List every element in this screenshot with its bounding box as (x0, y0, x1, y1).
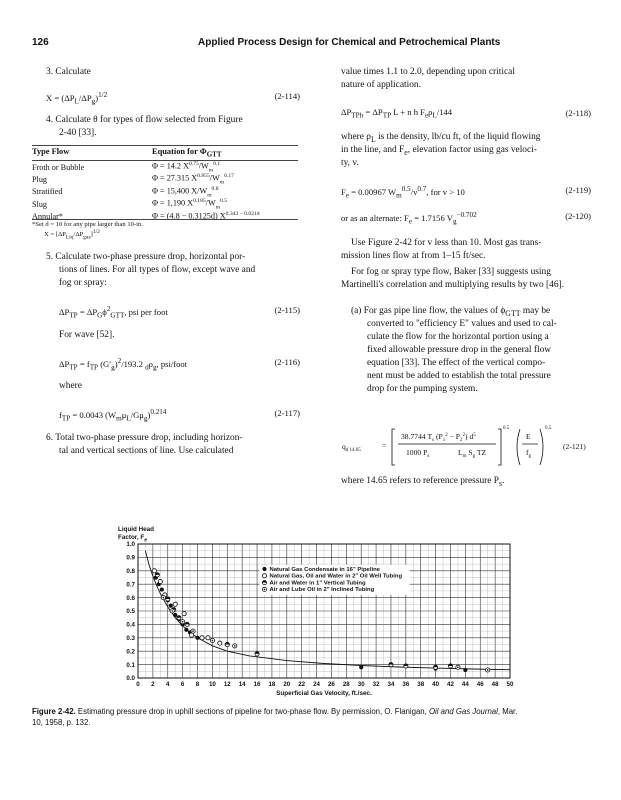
chart-y-axis-title: Liquid Head Factor, $F_e$ (118, 526, 155, 543)
eq121-numerator: 38.7744 $T_s$ $(P_1^2 - P_2^2)$ $d^5$ (401, 432, 476, 443)
equation-cell: Φ = 14.2 $X^{0.75}/W_m^{0.1}$ (152, 161, 221, 174)
x-tick-label: 18 (268, 681, 276, 688)
equation-2-116: $\Delta P_{TP} = f_{TP}$ $(G'_g)^2/193.2$ $_d\rho_g$, psi/foot (59, 357, 188, 372)
data-point (158, 579, 162, 583)
data-point (359, 665, 363, 669)
table-bottom-rule (32, 219, 298, 220)
equation-cell: Φ = (4.8 − 0.3125d) $X^{0.343 - 0.021d}$ (152, 210, 260, 221)
y-tick-label: 0.4 (126, 621, 135, 629)
equation-2-117: $f_{TP} = 0.0043$ $(W_m\mu_L/G\mu_g)^{0.214}$ (59, 408, 167, 423)
x-tick-label: 20 (283, 681, 291, 688)
table-row (32, 186, 260, 198)
equation-cell: Φ = 15,400 $X/W_m^{0.8}$ (152, 185, 219, 199)
flow-type-cell: Stratified (32, 187, 63, 197)
equation-number-2-117: (2-117) (274, 408, 300, 418)
right-pa-line3: culate the flow for the horizontal portion using a (367, 332, 549, 342)
eq121-lhs: $q_{d 14.65}$ (342, 442, 361, 453)
flow-type-cell: Slug (32, 199, 48, 209)
eq121-denominator-1: 1000 $P_s$ (406, 448, 430, 459)
equation-2-115: $\Delta P_{TP} = \Delta P_G\phi^2_{GTT}$, psi per foot (59, 305, 168, 320)
step-4-line2: 2-40 [33]. (59, 128, 97, 138)
table-row (32, 161, 260, 173)
x-axis-label: Superficial Gas Velocity, ft./sec. (276, 690, 372, 697)
y-tick-label: 0.7 (126, 581, 135, 589)
right-p1-line1: value times 1.1 to 2.0, depending upon critical (341, 67, 515, 77)
x-tick-label: 12 (223, 681, 231, 688)
data-point (152, 569, 156, 573)
right-p3-line1: Use Figure 2-42 for v less than 10. Most gas trans- (351, 238, 542, 248)
x-tick-label: 16 (253, 681, 261, 688)
equation-number-2-119: (2-119) (565, 185, 591, 195)
x-tick-label: 30 (357, 681, 365, 688)
x-tick-label: 36 (402, 681, 410, 688)
x-tick-label: 22 (298, 681, 306, 688)
data-point-center (171, 610, 173, 612)
data-point-center (487, 669, 489, 671)
eq121-e-numerator: E (526, 432, 531, 441)
step-3-text: 3. Calculate (46, 67, 91, 77)
equation-number-2-116: (2-116) (274, 357, 300, 367)
x-tick-label: 42 (447, 681, 454, 688)
x-tick-label: 6 (180, 681, 185, 688)
equation-2-118: $\Delta P_{TPh} = \Delta P_{TP}$ L + n h $F_e\rho_L/144$ (341, 107, 453, 120)
data-point (182, 612, 186, 616)
legend-marker (262, 574, 266, 578)
equation-number-2-118: (2-118) (565, 108, 591, 118)
x-tick-label: 46 (476, 681, 484, 688)
legend-marker-center (264, 589, 266, 591)
y-tick-label: 0.2 (126, 648, 135, 656)
step-5-line1: 5. Calculate two-phase pressure drop, horizontal por- (46, 252, 246, 262)
right-pa-line4: fixed allowable pressure drop in the general flow (367, 345, 552, 355)
eq121-denominator-2: $L_m$ $S_g$ TZ (458, 448, 487, 459)
flow-type-cell: Plug (32, 175, 48, 185)
data-point (463, 668, 467, 672)
equation-number-2-120: (2-120) (565, 211, 591, 221)
y-tick-label: 1.0 (126, 541, 135, 549)
legend-label: Natural Gas Condensate in 16" Pipeline (269, 566, 380, 573)
flow-type-table (32, 161, 300, 223)
equation-2-121 (340, 423, 610, 469)
flow-type-cell: Froth or Bubble (32, 162, 85, 172)
table-row (32, 198, 260, 210)
y-tick-label: 0.6 (126, 594, 135, 602)
equation-number-2-115: (2-115) (274, 305, 300, 315)
step-5-line2: tions of lines. For all types of flow, except wave and (59, 265, 256, 275)
equation-number-2-121: (2-121) (563, 442, 586, 451)
right-p4-line1: For fog or spray type flow, Baker [33] suggests using (351, 267, 551, 277)
eq121-exponent-1: 0.5 (503, 426, 510, 431)
x-tick-label: 40 (432, 681, 440, 688)
right-p4-line2: Martinelli's correlation and multiplying results by two [46]. (341, 280, 565, 290)
x-tick-label: 38 (417, 681, 425, 688)
where-text: where (59, 381, 82, 391)
step-4-line1: 4. Calculate θ for types of flow selected from Figure (46, 115, 243, 125)
data-point-center (192, 630, 194, 632)
x-tick-label: 34 (387, 681, 395, 688)
y-tick-label: 0.3 (126, 635, 135, 642)
eq121-right-bracket (498, 429, 501, 465)
data-point (173, 602, 177, 606)
data-point (184, 628, 188, 632)
table-footnote-1: *Set d = 10 for any pipe larger than 10-in. (32, 221, 143, 228)
data-point-center (234, 645, 236, 647)
x-tick-label: 24 (313, 681, 321, 688)
right-p2-line1: where $\rho_L$ is the density, lb/cu ft, of the liquid flowing (341, 132, 541, 144)
equation-2-114: $X = (\Delta P_L/\Delta P_g)^{1/2}$ (46, 91, 108, 106)
y-tick-label: 0.8 (126, 568, 135, 575)
x-tick-label: 48 (491, 681, 499, 688)
step-5-line3: fog or spray: (59, 278, 107, 288)
equation-2-120: or as an alternate: $F_e = 1.7156$ $V_g^{-0.702}$ (341, 211, 477, 226)
x-tick-label: 8 (195, 681, 200, 688)
data-point (200, 636, 204, 640)
data-point-center (162, 597, 164, 599)
data-point (206, 636, 210, 640)
x-tick-label: 44 (461, 681, 469, 688)
running-title: Applied Process Design for Chemical and Petrochemical Plants (198, 37, 501, 48)
data-point-center (212, 640, 214, 642)
table-footnote-2: $X = [\Delta P_{Liq}/\Delta P_{gas}]^{1/2}$ (44, 229, 100, 241)
eq121-left-bracket (392, 429, 395, 465)
data-point (160, 587, 164, 591)
right-p5: where 14.65 refers to reference pressure $P_s$. (341, 476, 505, 488)
figure-2-42-chart (100, 536, 540, 698)
equation-2-119: $F_e = 0.00967$ $W_m^{0.5}/v^{0.7}$, for v > 10 (341, 185, 465, 200)
data-point (189, 633, 193, 637)
page-number: 126 (32, 37, 49, 48)
eq121-exponent-2: 0.5 (545, 426, 552, 431)
equation-cell: Φ = 1,190 $X^{0.185}/W_m^{0.5}$ (152, 198, 228, 211)
data-point-center (182, 621, 184, 623)
x-tick-label: 32 (372, 681, 380, 688)
data-point (173, 613, 177, 617)
flow-type-cell: Annular* (32, 212, 63, 222)
y-tick-label: 0.0 (126, 675, 135, 683)
table-header-equation: Equation for $\Phi_{GTT}$ (152, 147, 222, 159)
figure-caption: Figure 2-42. Estimating pressure drop in uphill sections of pipeline for two-phase flow. By permission, O. Flanigan, Oil and Gas Journal, Mar. 10, 1958, p. 132. (32, 707, 518, 727)
step-6-line2: tal and vertical sections of line. Use calculated (59, 446, 234, 456)
right-pa-line7: drop for the pumping system. (367, 384, 478, 394)
table-header-type-flow: Type Flow (32, 147, 70, 156)
eq121-left-paren (517, 429, 520, 465)
x-tick-label: 10 (208, 681, 216, 688)
x-tick-label: 2 (151, 681, 155, 688)
x-tick-label: 4 (166, 681, 170, 688)
table-row (32, 173, 260, 185)
eq121-e-denominator: $f_g$ (526, 448, 532, 459)
eq121-right-paren (540, 429, 543, 465)
legend-label: Air and Water in 1" Vertical Tubing (269, 580, 366, 587)
eq121-equals: = (382, 441, 387, 450)
legend-label: Natural Gas, Oil and Water in 2" Oil Well Tubing (269, 573, 403, 580)
data-point-center (457, 666, 459, 668)
x-tick-label: 0 (136, 681, 140, 688)
y-tick-label: 0.5 (126, 608, 135, 616)
right-pa-line5: equation [33]. The effect of the vertical compo- (367, 358, 546, 368)
x-tick-label: 50 (506, 681, 514, 688)
y-tick-label: 0.1 (126, 661, 135, 669)
right-pa-line2: converted to "efficiency E" values and used to cal- (367, 319, 557, 329)
equation-number-2-114: (2-114) (274, 91, 300, 101)
right-pa-line1: (a) For gas pipe line flow, the values of $\phi_{GTT}$ may be (351, 306, 551, 318)
data-point (169, 604, 173, 608)
table-top-rule (32, 145, 298, 146)
x-tick-label: 28 (342, 681, 350, 688)
legend-label: Air and Lube Oil in 2" Inclined Tubing (269, 587, 375, 594)
right-p2-line2: in the line, and $F_e$, elevation factor using gas veloci- (341, 145, 537, 157)
right-p2-line3: ty, v. (341, 158, 359, 168)
right-p1-line2: nature of application. (341, 80, 421, 90)
x-tick-label: 14 (238, 681, 246, 688)
legend-marker (262, 567, 266, 571)
wave-text: For wave [52]. (59, 330, 115, 340)
x-tick-label: 26 (327, 681, 335, 688)
right-pa-line6: nent must be added to establish the total pressure (367, 371, 551, 381)
data-point (195, 636, 199, 640)
equation-cell: Φ = 27.315 $X^{0.855}/W_m^{0.17}$ (152, 173, 234, 186)
y-tick-label: 0.9 (126, 554, 135, 562)
data-point (218, 641, 222, 645)
right-p3-line2: mission lines flow at from 1–15 ft/sec. (341, 251, 486, 261)
step-6-line1: 6. Total two-phase pressure drop, including horizon- (46, 433, 243, 443)
